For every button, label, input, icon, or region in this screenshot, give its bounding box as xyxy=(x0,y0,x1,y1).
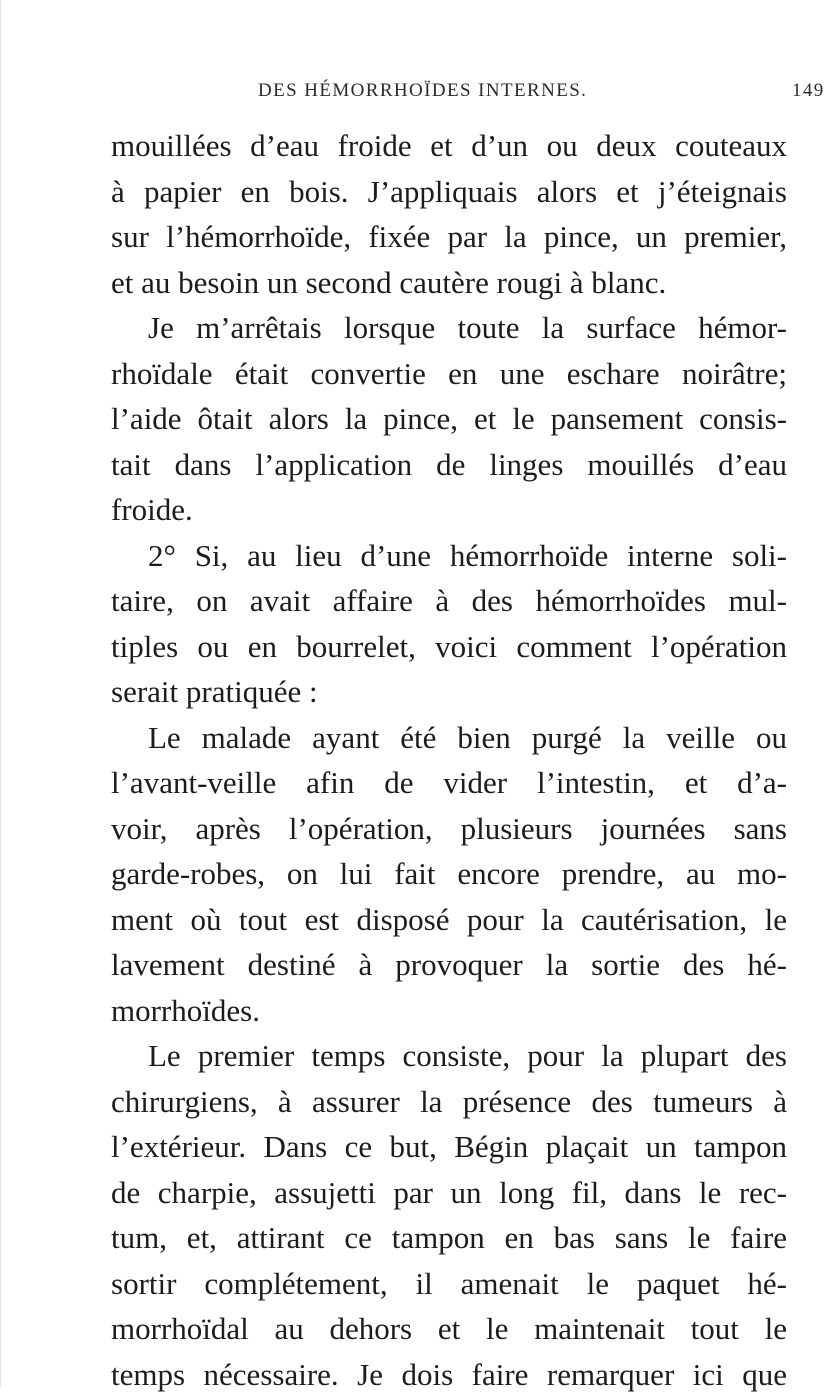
text-line: rhoïdale était convertie en une eschare noirâtre; xyxy=(111,351,787,397)
text-line: froide. xyxy=(111,487,787,533)
text-line: taire, on avait affaire à des hémorrhoïdes mul- xyxy=(111,578,787,624)
text-line: morrhoïdes. xyxy=(111,988,787,1034)
text-line: temps nécessaire. Je dois faire remarquer ici que xyxy=(111,1352,787,1397)
text-line: l’aide ôtait alors la pince, et le pansement consis- xyxy=(111,396,787,442)
text-line: garde-robes, on lui fait encore prendre, au mo- xyxy=(111,851,787,897)
text-line: tum, et, attirant ce tampon en bas sans le faire xyxy=(111,1215,787,1261)
text-line: mouillées d’eau froide et d’un ou deux couteaux xyxy=(111,123,787,169)
running-title: DES HÉMORRHOÏDES INTERNES. xyxy=(258,80,587,102)
text-line: serait pratiquée : xyxy=(111,669,787,715)
text-line: à papier en bois. J’appliquais alors et j’éteignais xyxy=(111,169,787,215)
page-edge-rule xyxy=(0,0,1,1387)
text-line: tiples ou en bourrelet, voici comment l’opération xyxy=(111,624,787,670)
text-line: de charpie, assujetti par un long fil, dans le rec- xyxy=(111,1170,787,1216)
text-line: l’avant-veille afin de vider l’intestin, et d’a- xyxy=(111,760,787,806)
running-header xyxy=(258,80,778,106)
text-line: 2° Si, au lieu d’une hémorrhoïde interne soli- xyxy=(111,533,787,579)
body-text xyxy=(111,123,787,1397)
text-line: et au besoin un second cautère rougi à blanc. xyxy=(111,260,787,306)
text-line: Le malade ayant été bien purgé la veille ou xyxy=(111,715,787,761)
text-line: sur l’hémorrhoïde, fixée par la pince, un premier, xyxy=(111,214,787,260)
text-line: ment où tout est disposé pour la cautérisation, le xyxy=(111,897,787,943)
text-line: sortir complétement, il amenait le paquet hé- xyxy=(111,1261,787,1307)
text-line: l’extérieur. Dans ce but, Bégin plaçait un tampon xyxy=(111,1124,787,1170)
text-line: Le premier temps consiste, pour la plupart des xyxy=(111,1033,787,1079)
text-line: morrhoïdal au dehors et le maintenait tout le xyxy=(111,1306,787,1352)
text-line: lavement destiné à provoquer la sortie des hé- xyxy=(111,942,787,988)
text-line: chirurgiens, à assurer la présence des tumeurs à xyxy=(111,1079,787,1125)
text-line: tait dans l’application de linges mouillés d’eau xyxy=(111,442,787,488)
text-line: Je m’arrêtais lorsque toute la surface hémor- xyxy=(111,305,787,351)
text-line: voir, après l’opération, plusieurs journées sans xyxy=(111,806,787,852)
page-number: 149 xyxy=(792,80,825,102)
